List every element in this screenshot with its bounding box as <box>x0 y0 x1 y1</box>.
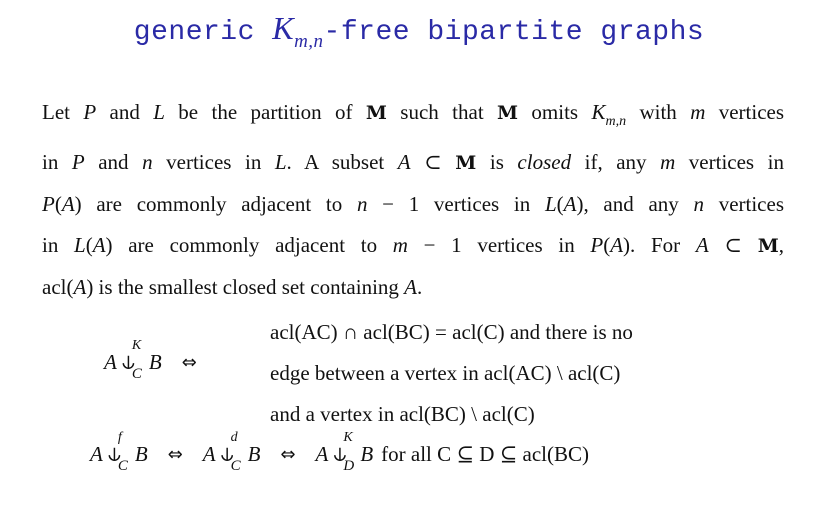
k-independence-icon: ⫝ K D <box>333 430 355 474</box>
iff-symbol-2: ⇔ <box>280 443 296 465</box>
iff-symbol-1: ⇔ <box>167 443 183 465</box>
independence-icon: ⫝ K C <box>121 338 142 382</box>
title-prefix: generic <box>133 17 255 48</box>
paragraph-line-2: in P and n vertices in L. A subset A ⊂ M is closed if, any m vertices in <box>42 150 784 174</box>
final-tail: for all C ⊆ D ⊆ acl(BC) <box>381 441 589 466</box>
rhs-line-1: acl(AC) ∩ acl(BC) = acl(C) and there is no <box>270 320 633 344</box>
independence-rhs <box>270 312 633 435</box>
iff-symbol: ⇔ <box>181 351 197 373</box>
rhs-line-3: and a vertex in acl(BC) \ acl(C) <box>270 402 535 426</box>
independence-subscript: C <box>131 366 142 382</box>
final-b1: B <box>134 441 148 466</box>
title-math-subscript: m,n <box>294 31 324 52</box>
final-a2: A <box>202 441 216 466</box>
title-math-k: K <box>272 10 295 46</box>
final-a1: A <box>90 441 103 466</box>
final-b3: B <box>360 441 374 466</box>
paragraph-line-1: Let P and L be the partition of M such that M omits $K_{m,n}$ with m vertices <box>42 100 785 129</box>
rhs-line-2: edge between a vertex in acl(AC) \ acl(C) <box>270 361 621 385</box>
definition-paragraph <box>42 92 784 308</box>
independence-lhs <box>104 338 217 382</box>
final-b2: B <box>247 441 261 466</box>
independence-superscript: K <box>131 338 142 353</box>
dividing-independence-icon: ⫝ d C <box>220 430 241 474</box>
forking-independence-icon: ⫝ f C <box>107 430 128 474</box>
paragraph-line-5: acl(A) is the smallest closed set containing A. <box>42 275 423 299</box>
equivalence-line <box>90 430 589 474</box>
lhs-a: A <box>104 349 117 374</box>
lhs-b: B <box>148 349 162 374</box>
title-suffix: -free bipartite graphs <box>323 17 705 48</box>
paragraph-line-3: P(A) are commonly adjacent to n − 1 vertices in L(A), and any n vertices <box>42 192 784 216</box>
paragraph-line-4: in L(A) are commonly adjacent to m − 1 vertices in P(A). For A ⊂ M, <box>42 233 784 257</box>
independence-definition <box>100 312 800 432</box>
slide-title <box>0 10 838 53</box>
final-a3: A <box>315 441 329 466</box>
